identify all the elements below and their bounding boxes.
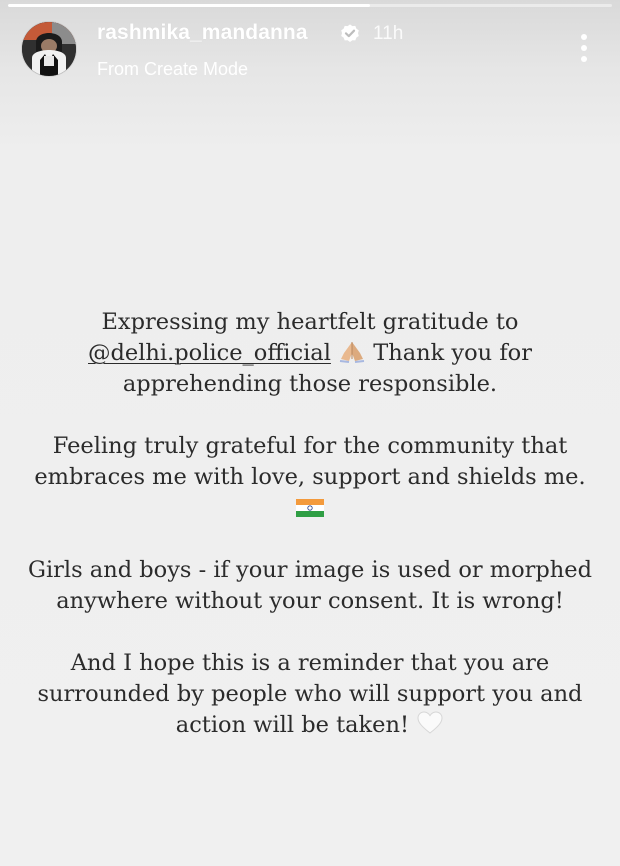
story-username[interactable]: rashmika_mandanna — [97, 21, 308, 44]
caption-text: Feeling truly grateful for the community that embraces me with love, support and shields me. — [34, 433, 586, 490]
caption-text: And I hope this is a reminder that you are surrounded by people who will support you and action will be taken! — [37, 650, 583, 738]
story-header — [0, 0, 620, 100]
more-vertical-icon[interactable] — [574, 31, 594, 65]
caption-text: Thank you for apprehending those responsible. — [122, 340, 532, 397]
verified-badge-icon — [339, 23, 361, 45]
caption-text: Expressing my heartfelt gratitude to — [101, 309, 519, 335]
white-heart-emoji — [416, 710, 444, 735]
india-flag-emoji — [295, 497, 325, 518]
caption-paragraph-4 — [20, 648, 600, 741]
caption-paragraph-2 — [20, 431, 600, 524]
story-subtitle[interactable]: From Create Mode — [97, 59, 249, 79]
caption-text: Girls and boys - if your image is used or morphed anywhere without your consent. It is wrong! — [27, 557, 593, 614]
avatar[interactable] — [22, 22, 76, 76]
caption-paragraph-1 — [20, 307, 600, 400]
story-caption — [20, 307, 600, 772]
avatar-image — [22, 22, 76, 76]
mention-link[interactable]: @delhi.police_official — [88, 340, 331, 366]
story-timestamp: 11h — [373, 23, 404, 44]
folded-hands-emoji — [338, 339, 366, 363]
caption-paragraph-3 — [20, 555, 600, 617]
